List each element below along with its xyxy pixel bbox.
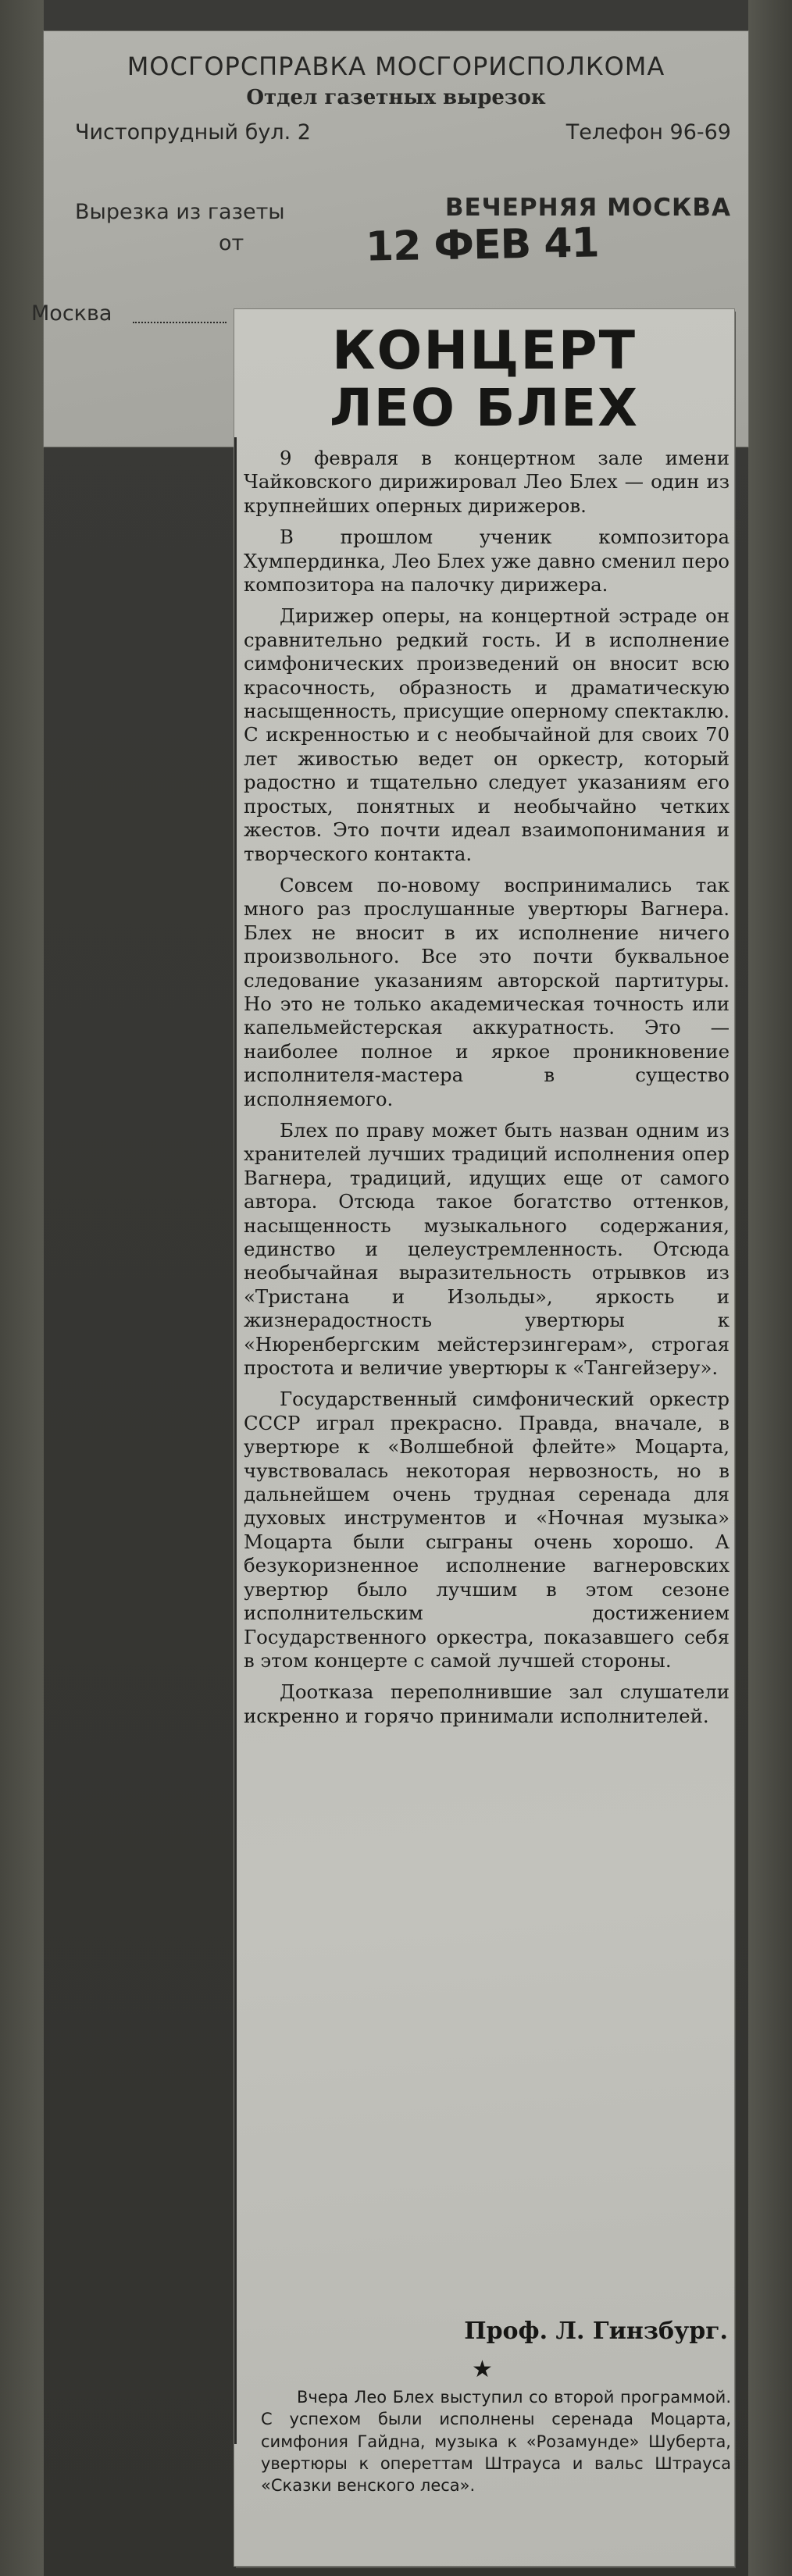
scan-right-edge — [748, 0, 792, 2576]
article-paragraph: Совсем по-новому воспринимались так много раз прослушанные увертюры Вагнера. Блех не вносит в их исполнение ничего произвольного. Все это почти буквальное следование указаниям авторской партитуры. Но это не только академическая точность или капельмейстерская аккуратность. Это — наиболее полное и яркое проникновение исполнителя-мастера в существо исполняемого. — [244, 873, 730, 1110]
article-title-line-1: КОНЦЕРТ — [331, 320, 637, 382]
organization-name: МОСГОРСПРАВКА МОСГОРИСПОЛКОМА — [127, 52, 665, 81]
article-paragraph: 9 февраля в концертном зале имени Чайковского дирижировал Лео Блех — один из крупнейших оперных дирижеров. — [244, 447, 730, 517]
author-signature: Проф. Л. Гинзбург. — [464, 2318, 728, 2345]
scan-left-edge — [0, 0, 44, 2576]
article-paragraph: Дирижер оперы, на концертной эстраде он сравнительно редкий гость. И в исполнение симфонических произведений он вносит всю красочность, образность и драматическую насыщенность, присущие оперному спектаклю. С искренностью и с необычайной для своих 70 лет живостью ведет он оркестр, который радостно и тщательно следует указаниям его простых, понятных и необычайно четких жестов. Это почти идеал взаимопонимания и творческого контакта. — [244, 604, 730, 865]
city-label: Москва — [31, 301, 112, 326]
article-paragraph: Государственный симфонический оркестр СССР играл прекрасно. Правда, вначале, в увертюре к «Волшебной флейте» Моцарта, чувствовалась некоторая нервозность, но в дальнейшем очень трудная серенада для духовых инструментов и «Ночная музыка» Моцарта были сыграны очень хорошо. А безукоризненное исполнение вагнеровских увертюр было лучшим в этом сезоне исполнительским достижением Государственного оркестра, показавшего себя в этом концерте с самой лучшей стороны. — [244, 1388, 730, 1672]
star-icon: ★ — [472, 2356, 493, 2383]
column-rule — [234, 437, 237, 2444]
date-from-label: от — [219, 231, 244, 255]
bureau-phone: Телефон 96-69 — [565, 120, 731, 144]
article-paragraph: В прошлом ученик композитора Хумпердинка, Лео Блех уже давно сменил перо композитора на палочку дирижера. — [244, 526, 730, 597]
article-paragraph: Блех по праву может быть назван одним из хранителей лучших традиций исполнения опер Вагнера, традиций, идущих еще от самого автора. Отсюда такое богатство оттенков, насыщенность музыкального содержания, единство и целеустремленность. Отсюда необычайная выразительность отрывков из «Тристана и Изольды», яркость и жизнерадостность увертюры к «Нюренбергским мейстерзингерам», строгая простота и величие увертюры к «Тангейзеру». — [244, 1118, 730, 1380]
postscript-paragraph: Вчера Лео Блех выступил со второй программой. С успехом были исполнены серенада Моцарта, симфония Гайдна, музыка к «Розамунде» Шуберта, увертюры к опереттам Штрауса и вальс Штрауса «Сказки венского леса». — [261, 2388, 731, 2496]
date-stamp: 12 ФЕВ 41 — [365, 219, 600, 271]
article-postscript — [261, 2386, 731, 2496]
article-paragraph: Доотказа переполнившие зал слушатели искренно и горячо принимали исполнителей. — [244, 1680, 730, 1727]
article-title-line-2: ЛЕО БЛЕХ — [329, 378, 640, 438]
article-body — [244, 447, 730, 1736]
newspaper-name: ВЕЧЕРНЯЯ МОСКВА — [444, 194, 731, 222]
cut-from-label: Вырезка из газеты — [75, 200, 285, 224]
city-dotted-line — [133, 322, 227, 323]
bureau-address: Чистопрудный бул. 2 — [75, 120, 311, 144]
department-name: Отдел газетных вырезок — [246, 86, 546, 109]
